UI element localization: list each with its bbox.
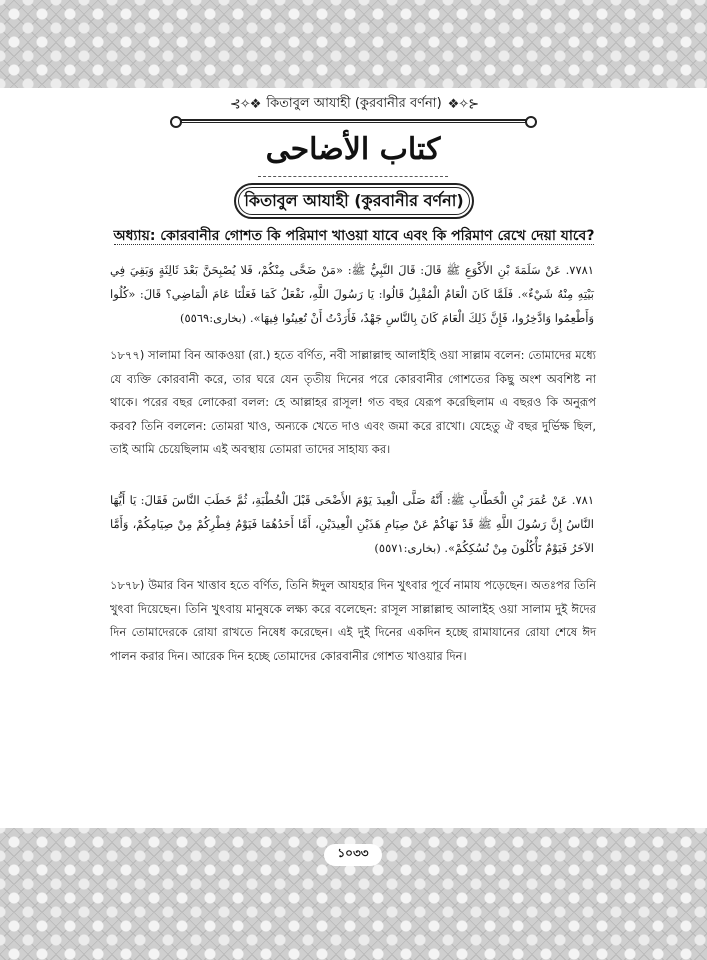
left-ornament-icon: ⊰✧❖ bbox=[229, 96, 261, 112]
hadith-bangla-translation: ১৮৭৮) উমার বিন খাত্তাব হতে বর্ণিত, তিনি ঈদুল আযহার দিন খুৎবার পূর্বে নামায পড়েছেন। অতঃপর তিনি খুৎবা দিয়েছেন। তিনি খুৎবায় মানুষকে লক্ষ্য করে বলেছেন: রাসূল সাল্লাল্লাহু আলাইহ ওয়া সালাম দুই ঈদের দিন তোমাদেরকে রোযা রাখতে নিষেধ করেছেন। এই দুই দিনের একদিন হচ্ছে রামাযানের রোযা শেষে ঈদ পালন করার দিন। আরেক দিন হচ্ছে তোমাদের কোরবানীর গোশত খাওয়ার দিন। bbox=[110, 578, 596, 663]
page-number: ১০৩৩ bbox=[324, 844, 382, 866]
right-ornament-icon: ❖✧⊱ bbox=[447, 96, 479, 112]
chapter-heading-text: অধ্যায়: কোরবানীর গোশত কি পরিমাণ খাওয়া যাবে এবং কি পরিমাণ রেখে দেয়া যাবে? bbox=[113, 228, 595, 244]
chapter-heading bbox=[112, 224, 596, 248]
bangla-book-title: কিতাবুল আযাহী (কুরবানীর বর্ণনা) bbox=[244, 190, 464, 210]
hadith-arabic-text: ٧٧٨١. عَنْ سَلَمَةَ بْنِ الأَكْوَعِ ﷺ قَالَ: قَالَ النَّبِيُّ ﷺ: «مَنْ ضَحَّى مِنْكُمْ، فَلا يُصْبِحَنَّ بَعْدَ ثَالِثَةٍ وَبَقِيَ فِي بَيْتِهِ مِنْهُ شَيْءٌ». فَلَمَّا كَانَ الْعَامُ الْمُقْبِلُ قَالُوا: يَا رَسُولَ اللَّهِ، نَفْعَلُ كَمَا فَعَلْنَا عَامَ الْمَاضِي؟ قَالَ: «كُلُوا وَأَطْعِمُوا وَادَّخِرُوا، فَإِنَّ ذَلِكَ الْعَامَ كَانَ بِالنَّاسِ جَهْدٌ، فَأَرَدْتُ أَنْ تُعِينُوا فِيهَا». (بخارى:٥٥٦٩) bbox=[110, 263, 594, 325]
header-divider bbox=[178, 119, 529, 123]
hadith-bangla-translation: ১৮৭৭) সালামা বিন আকওয়া (রা.) হতে বর্ণিত, নবী সাল্লাল্লাহু আলাইহি ওয়া সাল্লাম বলেন: তোমাদের মধ্যে যে ব্যক্তি কোরবানী করে, তার ঘরে যেন তৃতীয় দিনের পরে কোরবানীর গোশতের কিছু অংশ অবশিষ্ট না থাকে। পরের বছর লোকেরা বলল: হে আল্লাহর রাসূল! গত বছর যেরূপ করেছিলাম এ বছরও কি অনুরূপ করব? তিনি বললেন: তোমরা খাও, অন্যকে খেতে দাও এবং জমা করে রাখো। যেহেতু ঐ বছর দুর্ভিক্ষ ছিল, তাই আমি চেয়েছিলাম এই অবস্থায় তোমরা তাদের সাহায্য কর। bbox=[110, 348, 596, 456]
hadith-arabic-text: ٧٨١. عَنْ عُمَرَ بْنِ الْخَطَّابِ ﷺ: أَنَّهُ صَلَّى الْعِيدَ يَوْمَ الأَضْحَى قَبْلَ الْخُطْبَةِ، ثُمَّ خَطَبَ النَّاسَ فَقَالَ: يَا أَيُّهَا النَّاسُ إِنَّ رَسُولَ اللَّهِ ﷺ قَدْ نَهَاكُمْ عَنْ صِيَامِ هَذَيْنِ الْعِيدَيْنِ، أَمَّا أَحَدُهُمَا فَيَوْمُ فِطْرِكُمْ مِنْ صِيَامِكُمْ، وَأَمَّا الآخَرُ فَيَوْمٌ تَأْكُلُونَ مِنْ نُسُكِكُمْ». (بخارى:٥٥٧١) bbox=[110, 493, 594, 555]
book-title-banner bbox=[234, 183, 474, 219]
running-header bbox=[196, 92, 512, 116]
arabic-book-title: كتاب الأضاحى bbox=[265, 132, 441, 167]
top-ornamental-pattern bbox=[0, 0, 707, 88]
dashed-divider bbox=[258, 176, 448, 177]
running-header-title: কিতাবুল আযাহী (কুরবানীর বর্ণনা) bbox=[266, 95, 442, 111]
